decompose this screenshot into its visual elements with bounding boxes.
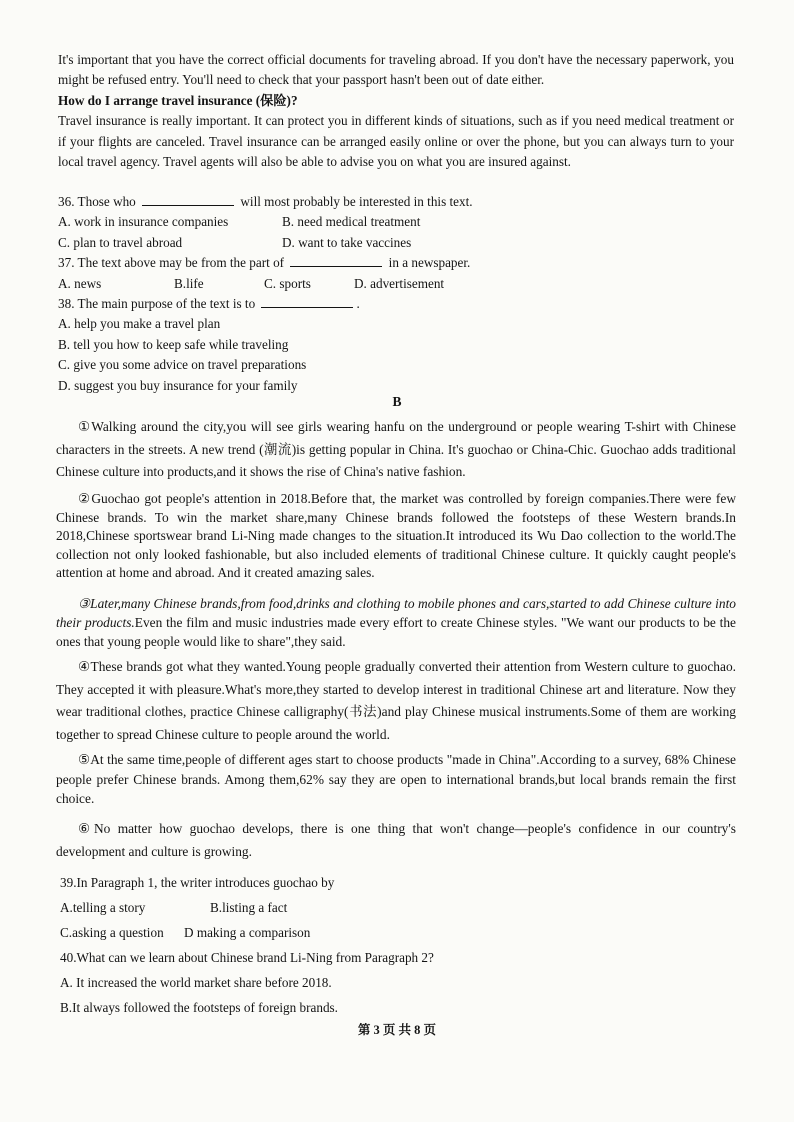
option-37-c[interactable]: C. sports xyxy=(264,275,311,291)
option-40-a[interactable]: A. It increased the world market share before 2018. xyxy=(60,975,332,990)
question-39-options-row-2 xyxy=(60,920,736,945)
option-37-d[interactable]: D. advertisement xyxy=(354,275,445,291)
paragraph-3-italic: ③Later,many Chinese brands,from food,drinks and clothing to mobile phones and cars,started to add Chinese culture into their products. xyxy=(56,596,736,630)
question-37-options xyxy=(58,274,734,294)
intro-paragraph-2: Travel insurance is really important. It can protect you in different kinds of situations, such as if you need medical treatment or if your flights are canceled. Travel insurance can be arranged easily online or over the phone, but you can always turn to your local travel agency. Travel agents will also be able to advise you on what you are insured against. xyxy=(58,113,734,170)
passage-b-paragraph-6: ⑥No matter how guochao develops, there is one thing that won't change—people's confidence in our country's development and culture is growing. xyxy=(56,821,736,859)
option-37-a[interactable]: A. news xyxy=(58,275,102,291)
option-36-d[interactable]: D. want to take vaccines xyxy=(282,234,412,250)
paragraph-3-rest: Even the film and music industries made every effort to create Chinese styles. "We want our products to be the ones that young people would like to share",they said. xyxy=(56,615,736,649)
option-36-b[interactable]: B. need medical treatment xyxy=(282,214,421,230)
option-36-c[interactable]: C. plan to travel abroad xyxy=(58,234,183,250)
question-40-stem: 40.What can we learn about Chinese brand Li-Ning from Paragraph 2? xyxy=(60,950,434,965)
questions-b xyxy=(60,870,736,1020)
question-36-options-row-1 xyxy=(58,212,734,232)
page-number-footer: 第 3 页 共 8 页 xyxy=(357,1023,437,1037)
answer-blank[interactable] xyxy=(142,193,234,206)
question-38-stem: 38. The main purpose of the text is to . xyxy=(58,296,360,312)
option-39-d[interactable]: D making a comparison xyxy=(184,925,311,940)
question-36-stem: 36. Those who will most probably be interested in this text. xyxy=(58,194,473,209)
option-39-a[interactable]: A.telling a story xyxy=(60,900,146,915)
passage-b-paragraph-5: ⑤At the same time,people of different ages start to choose products "made in China".According to a survey, 68% Chinese people prefer Chinese brands. Among them,62% say they are open to international brands,but local brands remain the first choice. xyxy=(56,752,736,807)
option-36-a[interactable]: A. work in insurance companies xyxy=(58,214,229,230)
intro-passage xyxy=(58,50,734,172)
question-37-stem: 37. The text above may be from the part of in a newspaper. xyxy=(58,255,471,271)
question-39-options-row-1 xyxy=(60,895,736,920)
passage-b-paragraph-3 xyxy=(56,594,736,651)
intro-paragraph-1: It's important that you have the correct official documents for traveling abroad. If you don't have the necessary paperwork, you might be refused entry. You'll need to check that your passport hasn't been out of date either. xyxy=(58,52,734,88)
question-36-options-row-2 xyxy=(58,233,734,253)
question-39-stem: 39.In Paragraph 1, the writer introduces guochao by xyxy=(60,875,335,890)
passage-b-paragraph-1: ①Walking around the city,you will see girls wearing hanfu on the underground or people wearing T-shirt with Chinese characters in the streets. A new trend (潮流)is getting popular in China. It's guochao or China-Chic. Guochao adds traditional Chinese culture into products,and it shows the rise of China's native fashion. xyxy=(56,419,736,480)
option-37-b[interactable]: B.life xyxy=(174,275,204,291)
option-39-b[interactable]: B.listing a fact xyxy=(210,900,288,915)
option-38-c[interactable]: C. give you some advice on travel preparations xyxy=(58,357,307,373)
option-40-b[interactable]: B.It always followed the footsteps of foreign brands. xyxy=(60,1000,338,1015)
intro-heading: How do I arrange travel insurance (保险)? xyxy=(58,92,298,108)
option-39-c[interactable]: C.asking a question xyxy=(60,925,164,940)
option-38-a[interactable]: A. help you make a travel plan xyxy=(58,316,221,332)
section-b-label: B xyxy=(392,394,402,409)
passage-b-paragraph-2: ②Guochao got people's attention in 2018.Before that, the market was controlled by foreign companies.There were few Chinese brands. To win the market share,many Chinese brands followed the footsteps of these Western brands.In 2018,Chinese sportswear brand Li-Ning made changes to the situation.It introduced its Wu Dao collection to the world.The collection not only looked fashionable, but also included elements of traditional Chinese culture. It quickly caught people's attention at home and abroad. And it created amazing sales. xyxy=(56,491,736,581)
option-38-b[interactable]: B. tell you how to keep safe while traveling xyxy=(58,336,289,352)
passage-b-paragraph-4: ④These brands got what they wanted.Young people gradually converted their attention from Western culture to guochao. They accepted it with pleasure.What's more,they started to develop interest in traditional Chinese art and literature. Now they wear traditional clothes, practice Chinese calligraphy(书法)and play Chinese musical instruments.Some of them are working together to spread Chinese culture to people around the world. xyxy=(56,659,736,742)
option-38-d[interactable]: D. suggest you buy insurance for your family xyxy=(58,377,298,393)
questions-a xyxy=(58,192,734,396)
answer-blank[interactable] xyxy=(261,295,353,308)
answer-blank[interactable] xyxy=(290,254,382,267)
